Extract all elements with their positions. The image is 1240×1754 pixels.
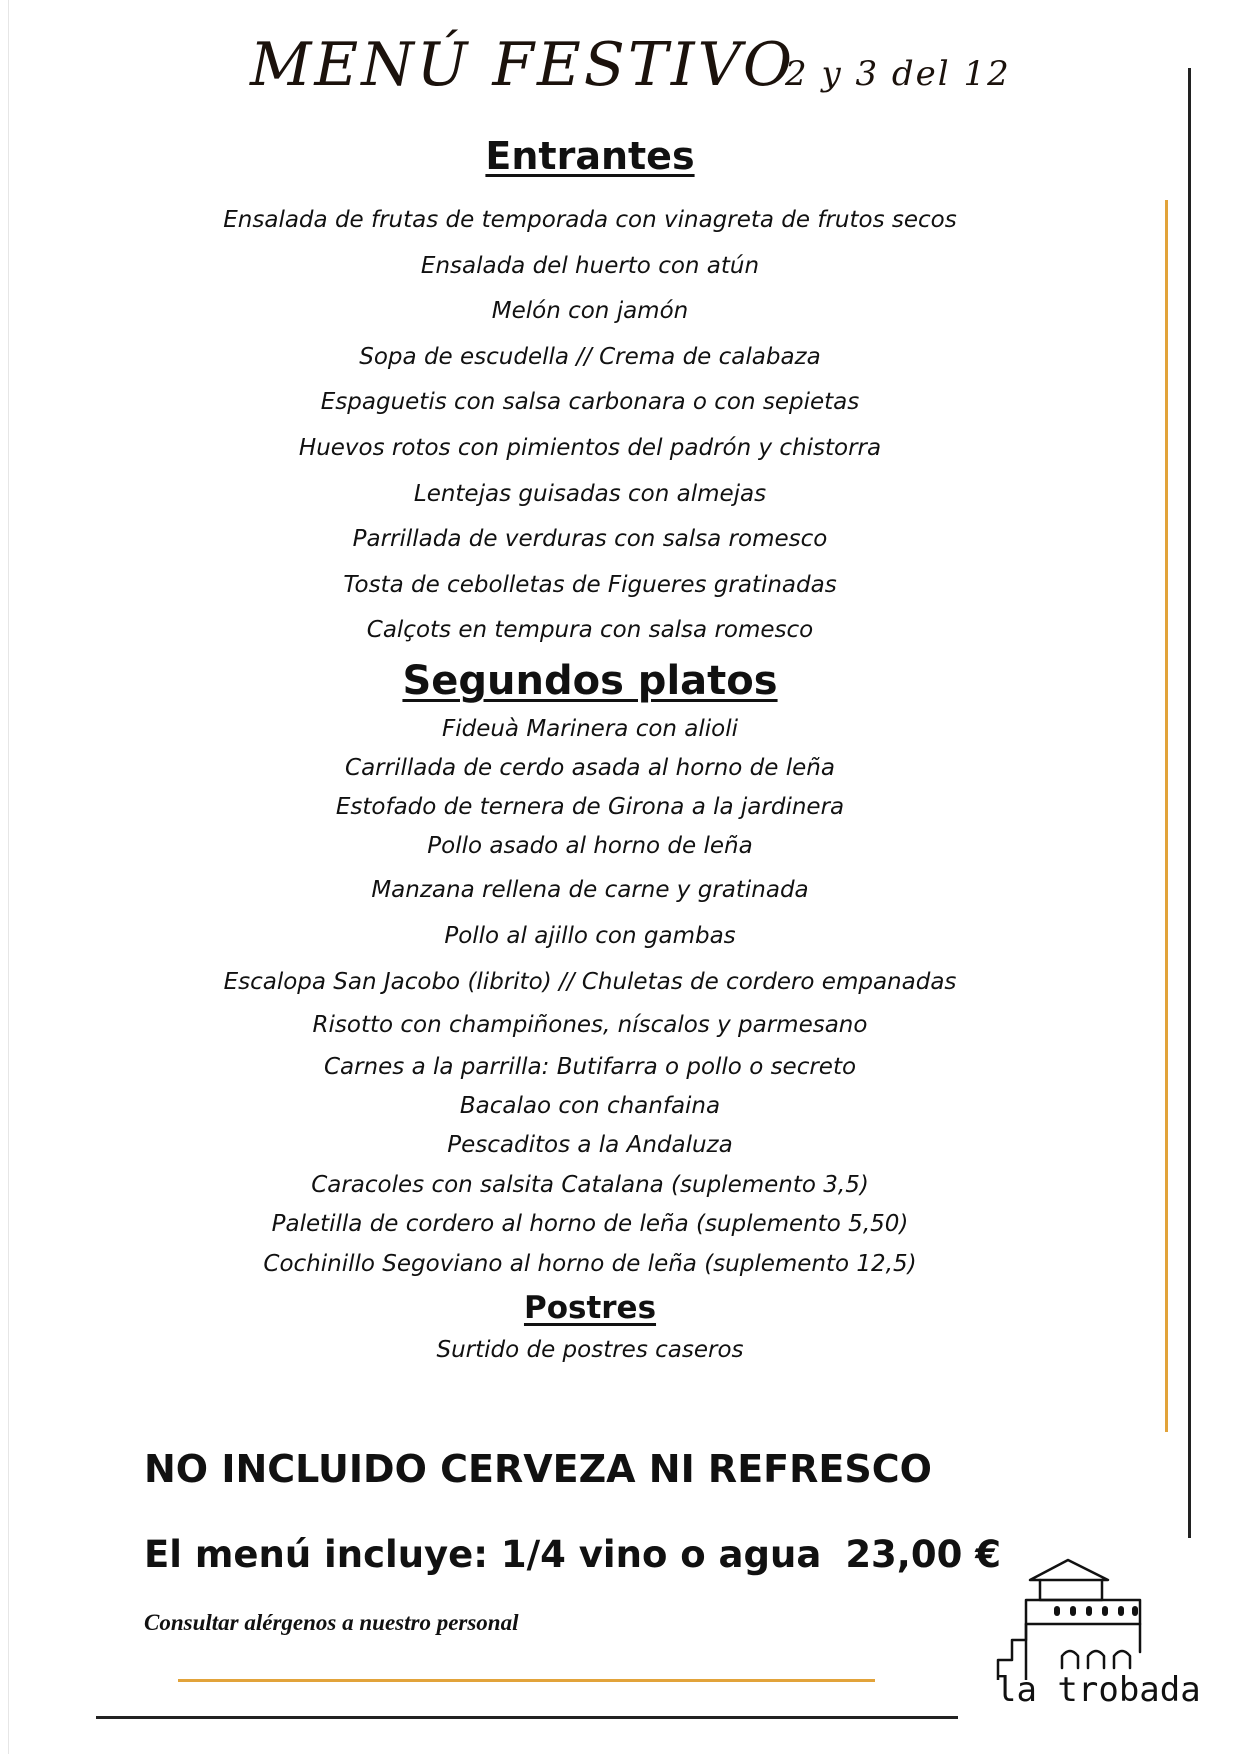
- section-heading-segundos: Segundos platos: [402, 658, 778, 704]
- menu-item: Melón con jamón: [491, 298, 689, 325]
- menu-item: Pollo asado al horno de leña: [427, 833, 753, 859]
- menu-item: Caracoles con salsita Catalana (suplemento 3,5): [311, 1172, 869, 1198]
- logo-text: la trobada: [996, 1670, 1201, 1710]
- menu-item: Risotto con champiñones, níscalos y parmesano: [312, 1012, 868, 1038]
- menu-item: Escalopa San Jacobo (librito) // Chuletas de cordero empanadas: [223, 969, 957, 995]
- decorative-horizontal-accent: [178, 1679, 875, 1682]
- menu-item: Lentejas guisadas con almejas: [413, 480, 767, 507]
- segundos-list: [0, 714, 1180, 1288]
- menu-item: Huevos rotos con pimientos del padrón y chistorra: [298, 434, 882, 461]
- drinks-notice: NO INCLUIDO CERVEZA NI REFRESCO: [144, 1447, 932, 1491]
- restaurant-logo: [990, 1540, 1201, 1720]
- menu-item: Pescaditos a la Andaluza: [447, 1132, 733, 1158]
- menu-item: Ensalada del huerto con atún: [420, 252, 760, 279]
- menu-item: Ensalada de frutas de temporada con vinagreta de frutos secos: [223, 207, 957, 233]
- section-heading-entrantes: Entrantes: [485, 134, 695, 178]
- menu-item: Espaguetis con salsa carbonara o con sepietas: [320, 389, 860, 416]
- menu-item: Pollo al ajillo con gambas: [444, 923, 736, 949]
- includes-label: El menú incluye: 1/4 vino o agua: [144, 1533, 822, 1576]
- decorative-vertical-accent: [1165, 200, 1168, 1432]
- menu-item: Bacalao con chanfaina: [459, 1093, 721, 1119]
- menu-includes: [144, 1533, 1001, 1576]
- decorative-vertical-line: [1188, 68, 1191, 1538]
- menu-item: Parrillada de verduras con salsa romesco: [352, 526, 828, 553]
- menu-item: Sopa de escudella // Crema de calabaza: [359, 343, 821, 370]
- menu-price: 23,00 €: [845, 1533, 1001, 1576]
- menu-item: Carrillada de cerdo asada al horno de leña: [345, 755, 835, 781]
- entrantes-list: [0, 205, 1180, 661]
- menu-item: Cochinillo Segoviano al horno de leña (suplemento 12,5): [263, 1251, 917, 1277]
- menu-date: 2 y 3 del 12: [785, 54, 1011, 94]
- castle-tower-icon: [990, 1540, 1190, 1680]
- menu-item: Fideuà Marinera con alioli: [441, 716, 739, 742]
- postres-list: [0, 1335, 1180, 1365]
- menu-item: Surtido de postres caseros: [436, 1337, 744, 1363]
- menu-item: Estofado de ternera de Girona a la jardinera: [335, 794, 845, 820]
- menu-item: Carnes a la parrilla: Butifarra o pollo o secreto: [323, 1054, 857, 1080]
- menu-title: MENÚ FESTIVO: [250, 30, 796, 100]
- allergen-note: Consultar alérgenos a nuestro personal: [144, 1610, 519, 1635]
- menu-item: Manzana rellena de carne y gratinada: [371, 877, 809, 903]
- menu-item: Tosta de cebolletas de Figueres gratinadas: [343, 571, 837, 598]
- section-heading-postres: Postres: [523, 1290, 657, 1326]
- decorative-horizontal-line: [96, 1716, 958, 1719]
- menu-item: Paletilla de cordero al horno de leña (suplemento 5,50): [271, 1211, 909, 1237]
- menu-item: Calçots en tempura con salsa romesco: [366, 617, 814, 644]
